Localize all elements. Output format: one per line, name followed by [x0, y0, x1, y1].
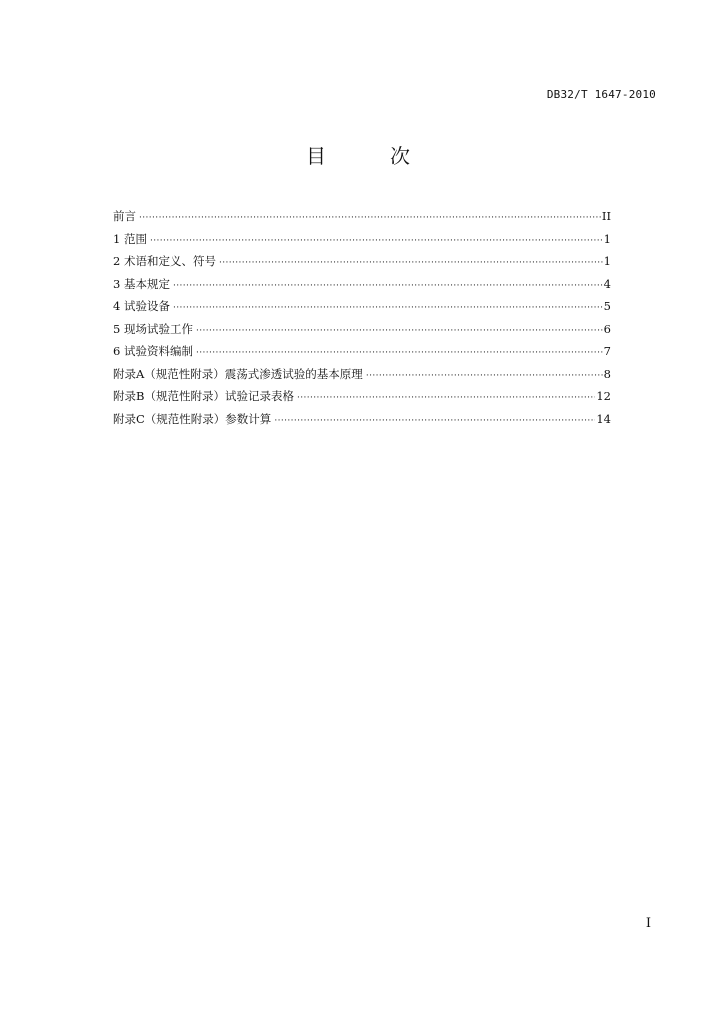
toc-entry[interactable] — [113, 321, 611, 344]
toc-entry-label: 前言 — [113, 209, 136, 223]
toc-entry-page: 6 — [603, 321, 611, 336]
toc-entry-page: 4 — [603, 276, 611, 291]
toc-entry-page: 14 — [596, 411, 611, 426]
page-title: 目 次 — [306, 144, 432, 168]
toc-entry-label: 2 术语和定义、符号 — [113, 254, 216, 268]
toc-dot-leader — [196, 326, 603, 336]
toc-dot-leader — [366, 371, 603, 381]
toc-entry-label: 6 试验资料编制 — [113, 344, 193, 358]
toc-entry[interactable] — [113, 208, 611, 231]
toc-entry[interactable] — [113, 343, 611, 366]
toc-entry-page: 1 — [603, 231, 611, 246]
toc-entry[interactable] — [113, 298, 611, 321]
toc-dot-leader — [150, 236, 603, 246]
toc-entry-label: 附录A（规范性附录）震荡式渗透试验的基本原理 — [113, 366, 363, 381]
toc-dot-leader — [219, 258, 603, 268]
standard-code: DB32/T 1647-2010 — [546, 88, 656, 101]
toc-dot-leader — [196, 348, 603, 358]
toc-dot-leader — [173, 281, 603, 291]
toc-entry[interactable] — [113, 388, 611, 411]
toc-entry-page: 7 — [603, 344, 611, 358]
toc-entry-label: 1 范围 — [113, 231, 147, 246]
toc-entry-label: 5 现场试验工作 — [113, 321, 193, 336]
toc-entry-label: 3 基本规定 — [113, 276, 170, 291]
toc-entry-page: 5 — [603, 299, 611, 313]
toc-entry[interactable] — [113, 366, 611, 389]
toc-entry-label: 附录C（规范性附录）参数计算 — [113, 411, 272, 426]
page-number: I — [645, 916, 651, 931]
toc-dot-leader — [173, 303, 603, 313]
toc-entry[interactable] — [113, 411, 611, 434]
toc-entry-page: 12 — [596, 389, 611, 403]
toc-entry[interactable] — [113, 276, 611, 299]
toc-dot-leader — [297, 393, 595, 403]
toc-entry[interactable] — [113, 231, 611, 254]
toc-entry-label: 附录B（规范性附录）试验记录表格 — [113, 389, 294, 403]
toc-entry[interactable] — [113, 253, 611, 276]
toc-dot-leader — [139, 213, 601, 223]
toc-entry-label: 4 试验设备 — [113, 299, 170, 313]
toc-entry-page: 8 — [603, 366, 611, 381]
toc-entry-page: 1 — [603, 254, 611, 268]
toc-dot-leader — [274, 416, 595, 426]
toc-entry-page: II — [601, 209, 611, 223]
table-of-contents — [113, 208, 611, 433]
